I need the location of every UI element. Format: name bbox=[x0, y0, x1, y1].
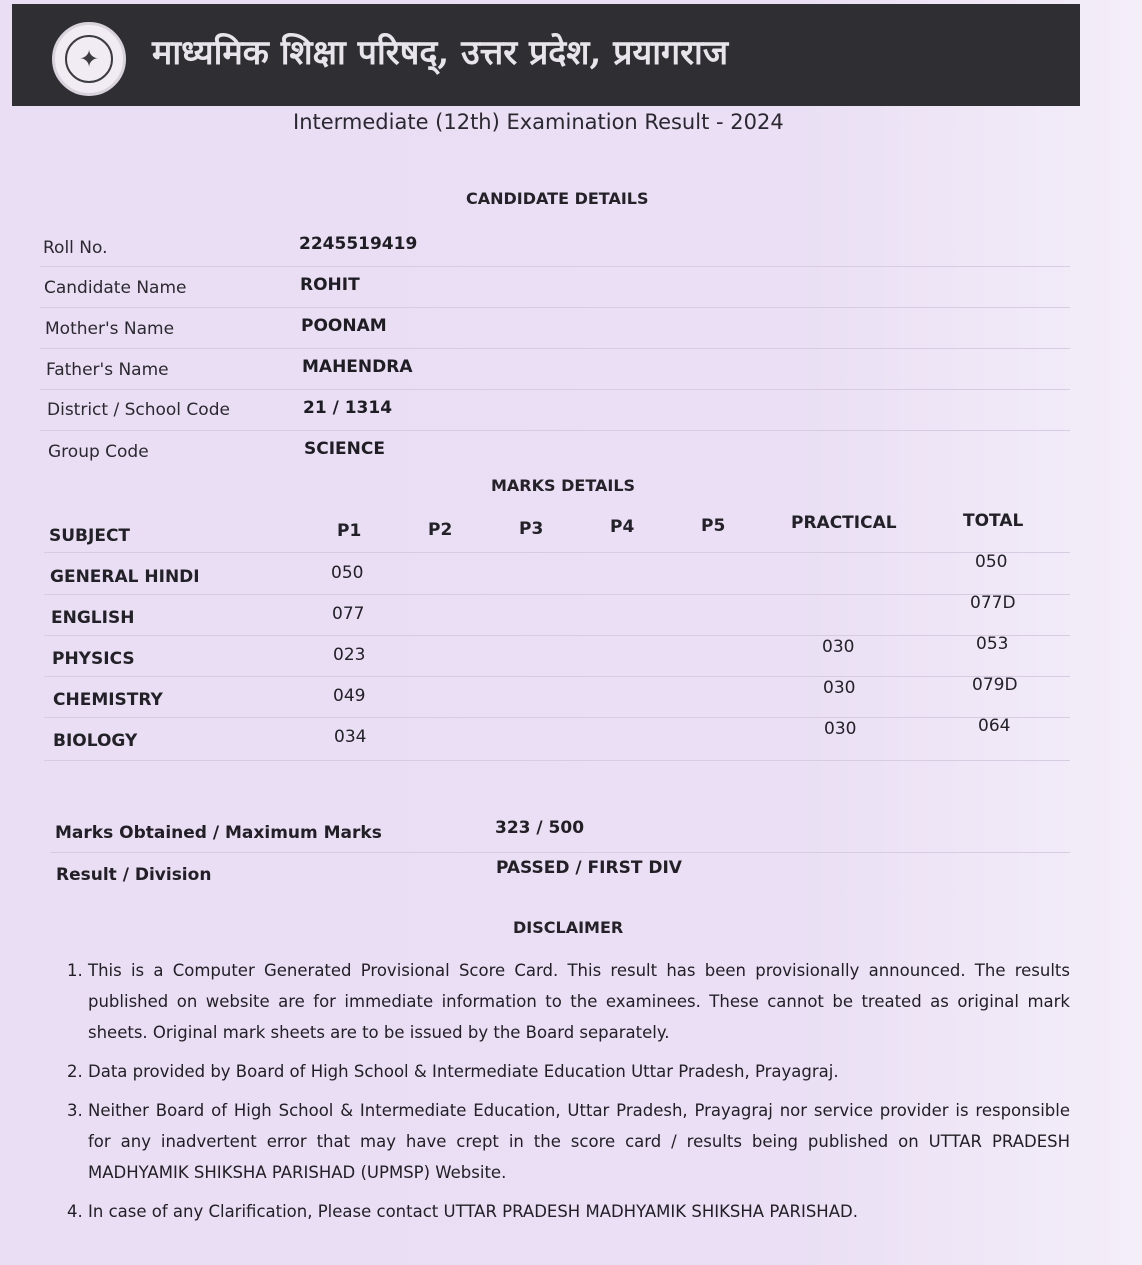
district-school-code-value: 21 / 1314 bbox=[303, 398, 393, 418]
table-row-practical: 030 bbox=[822, 637, 855, 657]
table-row-p1: 023 bbox=[333, 645, 366, 665]
disclaimer-item: 4. In case of any Clarification, Please contact UTTAR PRADESH MADHYAMIK SHIKSHA PARISHAD. bbox=[88, 1196, 1070, 1227]
candidate-name-value: ROHIT bbox=[300, 275, 360, 295]
table-row-total: 077D bbox=[970, 593, 1016, 613]
table-row-practical: 030 bbox=[824, 719, 857, 739]
col-p5: P5 bbox=[701, 516, 726, 536]
table-row-total: 079D bbox=[972, 675, 1018, 695]
mother-name-value: POONAM bbox=[301, 316, 387, 336]
col-total: TOTAL bbox=[963, 511, 1024, 531]
board-title: माध्यमिक शिक्षा परिषद्, उत्तर प्रदेश, प्रयागराज bbox=[152, 33, 729, 73]
exam-title: Intermediate (12th) Examination Result - 2024 bbox=[293, 110, 784, 134]
group-code-label: Group Code bbox=[48, 442, 149, 462]
candidate-name-label: Candidate Name bbox=[44, 278, 187, 298]
table-row-p1: 077 bbox=[332, 604, 365, 624]
mother-name-label: Mother's Name bbox=[45, 319, 175, 339]
col-p1: P1 bbox=[337, 521, 362, 541]
table-row-total: 064 bbox=[978, 716, 1011, 736]
result-division-label: Result / Division bbox=[56, 865, 212, 885]
disclaimer-item: 3. Neither Board of High School & Intermediate Education, Uttar Pradesh, Prayagraj nor service provider is responsible for any inadvertent error that may have crept in the score card / results being published on UTTAR PRADESH MADHYAMIK SHIKSHA PARISHAD (UPMSP) Website. bbox=[88, 1095, 1070, 1188]
district-school-code-label: District / School Code bbox=[47, 400, 230, 420]
father-name-value: MAHENDRA bbox=[302, 357, 413, 377]
table-row-total: 053 bbox=[976, 634, 1009, 654]
result-division-value: PASSED / FIRST DIV bbox=[496, 858, 682, 878]
table-row-total: 050 bbox=[975, 552, 1008, 572]
table-row-subject: CHEMISTRY bbox=[53, 690, 163, 710]
table-row-p1: 049 bbox=[333, 686, 366, 706]
col-p4: P4 bbox=[610, 517, 635, 537]
roll-no-value: 2245519419 bbox=[299, 234, 418, 254]
table-row-p1: 050 bbox=[331, 563, 364, 583]
board-header-banner bbox=[12, 4, 1080, 106]
disclaimer-item: 1. This is a Computer Generated Provisional Score Card. This result has been provisionally announced. The results published on website are for immediate information to the examinees. These cannot be treated as original mark sheets. Original mark sheets are to be issued by the Board separately. bbox=[88, 955, 1070, 1048]
col-p2: P2 bbox=[428, 520, 453, 540]
marks-obtained-label: Marks Obtained / Maximum Marks bbox=[55, 823, 382, 843]
table-row-subject: GENERAL HINDI bbox=[50, 567, 200, 587]
table-row-subject: ENGLISH bbox=[51, 608, 135, 628]
group-code-value: SCIENCE bbox=[304, 439, 385, 459]
table-row-p1: 034 bbox=[334, 727, 367, 747]
marks-obtained-value: 323 / 500 bbox=[495, 818, 585, 838]
col-subject: SUBJECT bbox=[49, 526, 131, 546]
marks-details-heading: MARKS DETAILS bbox=[491, 476, 636, 495]
table-row-practical: 030 bbox=[823, 678, 856, 698]
father-name-label: Father's Name bbox=[46, 360, 169, 380]
board-logo-icon: ✦ bbox=[52, 22, 126, 96]
disclaimer-item: 2. Data provided by Board of High School & Intermediate Education Uttar Pradesh, Prayagraj. bbox=[88, 1056, 1070, 1087]
disclaimer-list bbox=[60, 955, 1070, 1235]
table-row-subject: BIOLOGY bbox=[53, 731, 138, 751]
col-practical: PRACTICAL bbox=[791, 513, 897, 533]
roll-no-label: Roll No. bbox=[43, 238, 108, 258]
col-p3: P3 bbox=[519, 519, 544, 539]
table-row-subject: PHYSICS bbox=[52, 649, 135, 669]
candidate-details-heading: CANDIDATE DETAILS bbox=[466, 189, 649, 208]
disclaimer-heading: DISCLAIMER bbox=[513, 918, 624, 937]
